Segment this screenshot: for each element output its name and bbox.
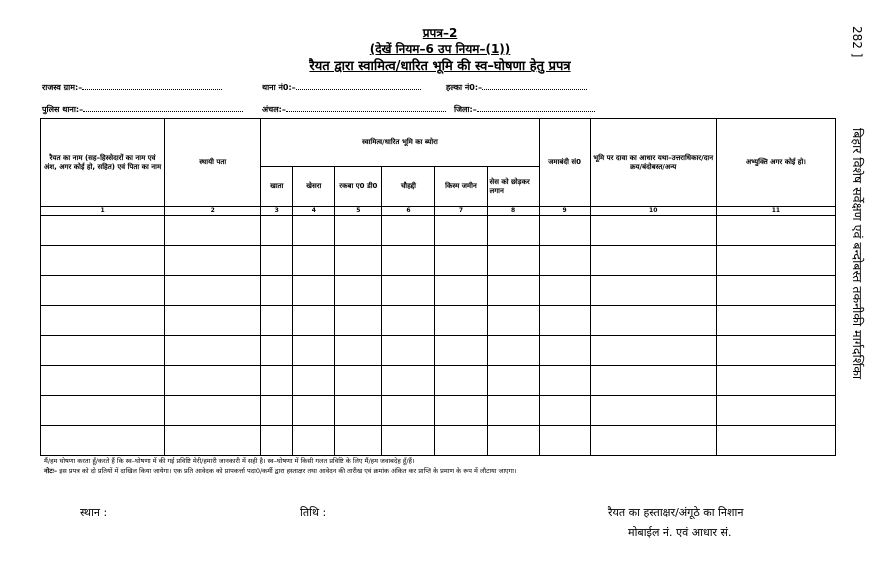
- table-cell[interactable]: [261, 306, 293, 336]
- table-cell[interactable]: [539, 246, 590, 276]
- table-cell[interactable]: [716, 216, 835, 246]
- table-cell[interactable]: [261, 216, 293, 246]
- table-cell[interactable]: [41, 216, 165, 246]
- col-remarks-header: अभ्युक्ति अगर कोई हो।: [716, 119, 835, 207]
- column-number: 3: [261, 207, 293, 216]
- table-cell[interactable]: [165, 216, 261, 246]
- table-cell[interactable]: [487, 306, 539, 336]
- col-rent-header: सेस को छोड़कर लगान: [487, 167, 539, 207]
- table-cell[interactable]: [41, 366, 165, 396]
- table-cell[interactable]: [590, 426, 716, 456]
- column-number: 2: [165, 207, 261, 216]
- land-declaration-table: [40, 118, 836, 456]
- col-khata-header: खाता: [261, 167, 293, 207]
- table-cell[interactable]: [435, 276, 487, 306]
- land-details-group-header: स्वामित्व/धारित भूमि का ब्योरा: [261, 119, 539, 167]
- table-cell[interactable]: [335, 306, 382, 336]
- col-boundary-header: चौहद्दी: [382, 167, 435, 207]
- police-station-field[interactable]: [42, 104, 243, 115]
- column-number: 8: [487, 207, 539, 216]
- anchal-line: [286, 105, 446, 112]
- note-line: [44, 466, 516, 475]
- table-cell[interactable]: [539, 426, 590, 456]
- table-cell[interactable]: [435, 216, 487, 246]
- table-cell[interactable]: [382, 246, 435, 276]
- table-cell[interactable]: [435, 246, 487, 276]
- column-number: 6: [382, 207, 435, 216]
- table-cell[interactable]: [293, 216, 335, 246]
- table-cell[interactable]: [716, 396, 835, 426]
- table-cell[interactable]: [716, 306, 835, 336]
- table-cell[interactable]: [261, 276, 293, 306]
- table-cell[interactable]: [41, 336, 165, 366]
- table-cell[interactable]: [335, 366, 382, 396]
- column-number: 1: [41, 207, 165, 216]
- table-row: [41, 366, 836, 396]
- mobile-aadhaar-label: मोबाईल नं. एवं आधार सं.: [628, 526, 732, 539]
- note-label: नोटः–: [44, 467, 58, 475]
- note-text: इस प्रपत्र को दो प्रतियों में दाखिल किया जायेगा। एक प्रति आवेदक को प्रापकर्त्ता पदा0/कर्मी द्वारा हस्ताक्षर तथा आवेदन की तारीख एवं क्रमांक अंकित कर प्राप्ति के प्रमाण के रूप में लौटाया जाएगा।: [59, 467, 517, 475]
- column-number: 7: [435, 207, 487, 216]
- table-cell[interactable]: [435, 336, 487, 366]
- table-cell[interactable]: [539, 336, 590, 366]
- column-number: 5: [335, 207, 382, 216]
- column-number-row: [41, 207, 836, 216]
- table-cell[interactable]: [435, 366, 487, 396]
- header-row-1: [41, 119, 836, 167]
- table-cell[interactable]: [41, 276, 165, 306]
- date-label: तिथि :: [300, 506, 327, 519]
- form-number: प्रपत्र–2: [422, 26, 458, 40]
- table-cell[interactable]: [165, 426, 261, 456]
- table-cell[interactable]: [435, 306, 487, 336]
- table-cell[interactable]: [590, 396, 716, 426]
- halka-no-label: हल्का नं0:–: [446, 83, 483, 92]
- table-cell[interactable]: [165, 396, 261, 426]
- col-address-header: स्थायी पता: [165, 119, 261, 207]
- table-cell[interactable]: [382, 336, 435, 366]
- table-cell[interactable]: [293, 396, 335, 426]
- table-cell[interactable]: [716, 276, 835, 306]
- table-cell[interactable]: [716, 426, 835, 456]
- revenue-village-field[interactable]: [42, 82, 222, 93]
- column-number: 4: [293, 207, 335, 216]
- halka-no-line: [482, 83, 587, 90]
- col-land-type-header: किस्म जमीन: [435, 167, 487, 207]
- col-raiyat-name-header: रैयत का नाम (सह–हिस्सेदारों का नाम एवं अंश, अगर कोई हो, सहित) एवं पिता का नाम: [41, 119, 165, 207]
- publication-name: बिहार विशेष सर्वेक्षण एवं बन्दोबस्त तकनीकी मार्गदर्शिका: [850, 128, 865, 380]
- table-cell[interactable]: [293, 246, 335, 276]
- anchal-label: अंचल:–: [262, 105, 286, 114]
- table-cell[interactable]: [590, 306, 716, 336]
- table-cell[interactable]: [165, 306, 261, 336]
- table-cell[interactable]: [539, 276, 590, 306]
- table-cell[interactable]: [335, 276, 382, 306]
- table-cell[interactable]: [382, 216, 435, 246]
- table-cell[interactable]: [487, 216, 539, 246]
- table-cell[interactable]: [335, 246, 382, 276]
- declaration-text: मैं/हम घोषणा करता हूँ/करते हैं कि स्व–घोषणा में की गई प्रविष्टि मेरी/हमारी जानकारी में सही है। स्व–घोषणा में किसी गलत प्रविष्टि के लिए मैं/हम जवाबदेह हूँ/हैं।: [44, 457, 415, 465]
- table-cell[interactable]: [293, 336, 335, 366]
- table-cell[interactable]: [487, 246, 539, 276]
- police-station-line: [83, 105, 243, 112]
- table-cell[interactable]: [335, 336, 382, 366]
- table-cell[interactable]: [590, 246, 716, 276]
- table-cell[interactable]: [335, 396, 382, 426]
- form-title: रैयत द्वारा स्वामित्व/धारित भूमि की स्व–घोषणा हेतु प्रपत्र: [309, 59, 571, 74]
- col-area-header: रकबा ए0 डी0: [335, 167, 382, 207]
- table-cell[interactable]: [41, 396, 165, 426]
- table-cell[interactable]: [539, 366, 590, 396]
- column-number: 10: [590, 207, 716, 216]
- rule-reference: (देखें नियम–6 उप नियम–(1)): [369, 42, 511, 56]
- table-cell[interactable]: [165, 336, 261, 366]
- table-cell[interactable]: [382, 426, 435, 456]
- table-row: [41, 216, 836, 246]
- table-cell[interactable]: [487, 336, 539, 366]
- table-cell[interactable]: [539, 216, 590, 246]
- table-cell[interactable]: [539, 306, 590, 336]
- anchal-field[interactable]: [262, 104, 446, 115]
- signature-label: रैयत का हस्ताक्षर/अंगूठे का निशान: [608, 506, 744, 519]
- table-cell[interactable]: [716, 246, 835, 276]
- table-cell[interactable]: [261, 246, 293, 276]
- table-cell[interactable]: [293, 366, 335, 396]
- district-label: जिला:–: [454, 105, 477, 114]
- table-cell[interactable]: [590, 366, 716, 396]
- table-cell[interactable]: [261, 366, 293, 396]
- table-cell[interactable]: [590, 216, 716, 246]
- table-row: [41, 276, 836, 306]
- column-number: 11: [716, 207, 835, 216]
- table-cell[interactable]: [41, 246, 165, 276]
- table-cell[interactable]: [382, 276, 435, 306]
- table-cell[interactable]: [382, 366, 435, 396]
- table-cell[interactable]: [293, 426, 335, 456]
- halka-no-field[interactable]: [446, 82, 587, 93]
- table-cell[interactable]: [335, 426, 382, 456]
- table-row: [41, 396, 836, 426]
- table-cell[interactable]: [590, 336, 716, 366]
- thana-no-field[interactable]: [262, 82, 421, 93]
- table-cell[interactable]: [487, 276, 539, 306]
- table-cell[interactable]: [293, 276, 335, 306]
- column-number: 9: [539, 207, 590, 216]
- table-cell[interactable]: [261, 336, 293, 366]
- table-cell[interactable]: [435, 396, 487, 426]
- table-cell[interactable]: [335, 216, 382, 246]
- col-claim-basis-header: भूमि पर दावा का आधार यथा–उत्तराधिकार/दान क्रय/बंदोबस्त/अन्य: [590, 119, 716, 207]
- table-cell[interactable]: [261, 426, 293, 456]
- table-row: [41, 246, 836, 276]
- col-jamabandi-header: जमाबंदी सं0: [539, 119, 590, 207]
- col-khesra-header: खेसरा: [293, 167, 335, 207]
- table-cell[interactable]: [487, 366, 539, 396]
- table-cell[interactable]: [293, 306, 335, 336]
- table-cell[interactable]: [165, 366, 261, 396]
- thana-no-label: थाना नं0:–: [262, 83, 296, 92]
- table-cell[interactable]: [261, 396, 293, 426]
- table-row: [41, 336, 836, 366]
- revenue-village-line: [82, 83, 222, 90]
- table-cell[interactable]: [382, 396, 435, 426]
- district-line: [477, 105, 595, 112]
- table-cell[interactable]: [435, 426, 487, 456]
- table-cell[interactable]: [487, 426, 539, 456]
- table-cell[interactable]: [590, 276, 716, 306]
- table-cell[interactable]: [487, 396, 539, 426]
- page-number: 282 ]: [850, 26, 864, 58]
- table-cell[interactable]: [41, 426, 165, 456]
- table-cell[interactable]: [41, 306, 165, 336]
- table-cell[interactable]: [165, 276, 261, 306]
- table-row: [41, 306, 836, 336]
- table-cell[interactable]: [716, 366, 835, 396]
- table-cell[interactable]: [716, 336, 835, 366]
- table-cell[interactable]: [382, 306, 435, 336]
- table-row: [41, 426, 836, 456]
- police-station-label: पुलिस थाना:–: [42, 105, 84, 114]
- thana-no-line: [296, 83, 421, 90]
- revenue-village-label: राजस्व ग्राम:–: [42, 83, 83, 92]
- place-label: स्थान :: [80, 506, 108, 519]
- table-cell[interactable]: [539, 396, 590, 426]
- district-field[interactable]: [454, 104, 595, 115]
- table-cell[interactable]: [165, 246, 261, 276]
